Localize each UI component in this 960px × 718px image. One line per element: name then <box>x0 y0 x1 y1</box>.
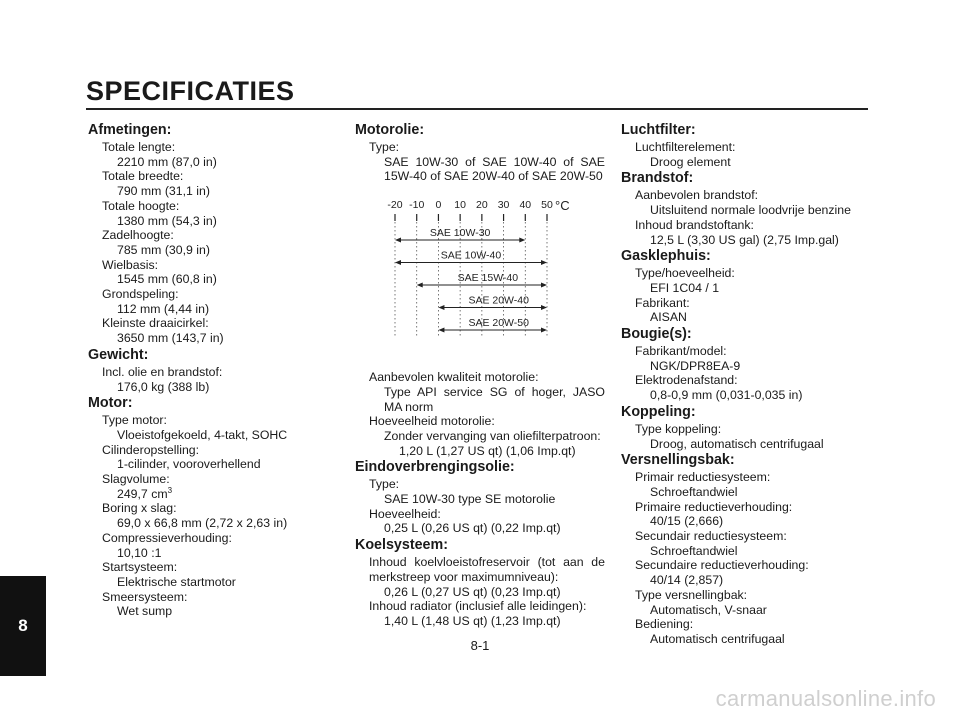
spec-text: Inhoud radiator (inclusief alle leidingen): <box>369 599 587 614</box>
section-heading: Eindoverbrengingsolie: <box>355 459 515 476</box>
spec-text: 0,25 L (0,26 US qt) (0,22 Imp.qt) <box>384 521 561 536</box>
section-heading: Afmetingen: <box>88 122 172 138</box>
range-arrow-left <box>438 305 444 310</box>
spec-text: Hoeveelheid motorolie: <box>369 414 495 429</box>
superscript: 3 <box>167 485 173 495</box>
spec-value <box>88 302 338 317</box>
spec-value <box>355 521 605 536</box>
section-heading: Bougie(s): <box>621 326 692 343</box>
spec-text: Type motor: <box>102 413 167 428</box>
spec-text: Uitsluitend normale loodvrije benzine <box>650 203 851 218</box>
spec-text: 176,0 kg (388 lb) <box>117 379 210 394</box>
spec-text: Zadelhoogte: <box>102 228 174 243</box>
spec-value <box>621 544 871 559</box>
range-arrow-left <box>395 260 401 265</box>
tick-label: 30 <box>497 199 510 212</box>
spec-value <box>355 385 605 414</box>
spec-value <box>88 155 338 170</box>
spec-label <box>621 500 871 515</box>
spec-text: Luchtfilterelement: <box>635 140 736 154</box>
spec-text: AISAN <box>650 310 687 325</box>
spec-value <box>621 155 871 170</box>
spec-text: Zonder vervanging van oliefilterpatroon: <box>384 428 601 443</box>
spec-label <box>621 529 871 544</box>
spec-value <box>355 614 605 629</box>
spec-text: Droog element <box>650 154 731 169</box>
spec-label <box>88 199 338 214</box>
spec-text: NGK/DPR8EA-9 <box>650 358 741 373</box>
spec-label <box>88 316 338 331</box>
watermark: carmanualsonline.info <box>715 686 936 711</box>
spec-text: Automatisch, V-snaar <box>650 602 767 617</box>
spec-text: Elektrische startmotor <box>117 574 236 589</box>
spec-text: 1545 mm (60,8 in) <box>117 272 217 287</box>
spec-text: Aanbevolen kwaliteit motorolie: <box>369 370 539 385</box>
spec-value <box>621 388 871 403</box>
section-heading: Gewicht: <box>88 346 149 363</box>
spec-value <box>88 604 338 619</box>
spec-text: Schroeftandwiel <box>650 484 738 499</box>
spec-label <box>88 443 338 458</box>
section-heading: Koelsysteem: <box>355 537 448 554</box>
spec-text: Incl. olie en brandstof: <box>102 364 223 379</box>
tick-label: -10 <box>409 199 425 212</box>
spec-label <box>621 617 871 632</box>
spec-text: 1,40 L (1,48 US qt) (1,23 Imp.qt) <box>384 613 561 628</box>
spec-value <box>88 516 338 531</box>
spec-text: Hoeveelheid: <box>369 506 441 521</box>
spec-text: Totale hoogte: <box>102 198 180 213</box>
tick-label: 40 <box>519 199 532 212</box>
series-label: SAE 20W-40 <box>468 294 529 307</box>
column-3 <box>621 121 871 647</box>
spec-text: Wielbasis: <box>102 257 159 272</box>
spec-text: Secundaire reductieverhouding: <box>635 558 809 573</box>
spec-text: Inhoud brandstoftank: <box>635 217 754 232</box>
title-rule <box>86 108 868 110</box>
spec-label <box>355 599 605 614</box>
spec-label <box>88 560 338 575</box>
spec-text: 0,26 L (0,27 US qt) (0,23 Imp.qt) <box>384 584 561 599</box>
chapter-number: 8 <box>18 616 28 635</box>
spec-value <box>88 243 338 258</box>
oil-temperature-chart <box>355 186 605 354</box>
range-arrow-left <box>417 283 423 288</box>
section-heading: Motor: <box>88 395 133 412</box>
spec-label <box>621 266 871 281</box>
spec-value <box>621 437 871 452</box>
spec-text: Primair reductiesysteem: <box>635 470 771 485</box>
spec-value <box>88 575 338 590</box>
spec-value <box>621 359 871 374</box>
oil-temperature-chart-svg <box>355 186 605 354</box>
spec-text: 1-cilinder, vooroverhellend <box>117 457 261 472</box>
spec-text: Type API service SG of hoger, JASO MA norm <box>384 384 605 414</box>
section-heading: Koppeling: <box>621 403 696 420</box>
spec-text: 40/14 (2,857) <box>650 573 724 588</box>
range-arrow-right <box>541 283 547 288</box>
spec-value <box>621 203 871 218</box>
spec-text: 790 mm (31,1 in) <box>117 184 210 199</box>
motor-oil-section <box>355 122 605 184</box>
spec-text: Secundair reductiesysteem: <box>635 529 787 544</box>
spec-text: Fabrikant: <box>635 295 690 310</box>
spec-text: Automatisch centrifugaal <box>650 631 785 646</box>
page-title: SPECIFICATIES <box>86 76 295 106</box>
spec-text: 112 mm (4,44 in) <box>117 301 210 316</box>
range-arrow-right <box>541 305 547 310</box>
spec-text: 1,20 L (1,27 US qt) (1,06 Imp.qt) <box>399 443 576 458</box>
spec-label <box>621 558 871 573</box>
spec-text: 69,0 x 66,8 mm (2,72 x 2,63 in) <box>117 516 288 531</box>
spec-text: 10,10 :1 <box>117 545 162 560</box>
tick-label: -20 <box>387 199 403 212</box>
series-label: SAE 10W-40 <box>440 249 502 262</box>
spec-value <box>621 514 871 529</box>
spec-text: 12,5 L (3,30 US gal) (2,75 Imp.gal) <box>650 232 839 247</box>
spec-label <box>621 188 871 203</box>
tick-label: 10 <box>454 199 466 212</box>
spec-text: 2210 mm (87,0 in) <box>117 154 217 169</box>
spec-text: Aanbevolen brandstof: <box>635 188 759 203</box>
spec-text: Grondspeling: <box>102 287 179 302</box>
spec-value <box>88 457 338 472</box>
spec-text: Totale breedte: <box>102 169 184 184</box>
spec-value <box>88 546 338 561</box>
column-2 <box>355 121 605 629</box>
spec-label <box>88 365 338 380</box>
section-heading: Luchtfilter: <box>621 122 696 138</box>
spec-text: Type/hoeveelheid: <box>635 266 735 281</box>
spec-text: Startsysteem: <box>102 560 178 575</box>
series-label: SAE 15W-40 <box>457 272 519 285</box>
spec-value <box>621 573 871 588</box>
spec-value <box>88 214 338 229</box>
spec-label <box>621 422 871 437</box>
spec-value <box>355 155 605 184</box>
spec-value <box>88 487 338 502</box>
spec-label <box>88 501 338 516</box>
range-arrow-left <box>395 238 401 243</box>
spec-label <box>621 588 871 603</box>
spec-text: Type versnellingbak: <box>635 587 748 602</box>
spec-value <box>621 485 871 500</box>
section-heading: Gasklephuis: <box>621 248 711 265</box>
spec-text: Type: <box>369 140 400 154</box>
column-1 <box>88 121 338 619</box>
spec-text: Slagvolume: <box>102 472 170 487</box>
spec-label <box>88 472 338 487</box>
spec-text: Totale lengte: <box>102 140 176 154</box>
spec-text: Boring x slag: <box>102 501 177 516</box>
spec-text: Type koppeling: <box>635 421 722 436</box>
range-arrow-right <box>541 260 547 265</box>
spec-label <box>621 470 871 485</box>
spec-label <box>355 140 605 155</box>
series-label: SAE 10W-30 <box>429 227 491 240</box>
tick-label: 0 <box>435 199 442 212</box>
spec-label <box>88 413 338 428</box>
spec-label <box>355 555 605 584</box>
spec-text: SAE 10W-30 of SAE 10W-40 of SAE 15W-40 of SAE 20W-40 of SAE 20W-50 <box>384 154 605 184</box>
spec-label <box>355 477 605 492</box>
spec-text: EFI 1C04 / 1 <box>650 280 720 295</box>
page-number: 8-1 <box>470 638 490 653</box>
spec-value <box>621 310 871 325</box>
spec-text: Fabrikant/model: <box>635 344 727 359</box>
spec-text: 40/15 (2,666) <box>650 514 724 529</box>
spec-value <box>355 492 605 507</box>
spec-text: SAE 10W-30 type SE motorolie <box>384 492 556 507</box>
spec-label <box>355 507 605 522</box>
range-arrow-right <box>541 328 547 333</box>
section-heading: Versnellingsbak: <box>621 452 735 469</box>
spec-text: Vloeistofgekoeld, 4-takt, SOHC <box>117 427 288 442</box>
spec-value <box>88 380 338 395</box>
oil-details-section <box>355 370 605 629</box>
range-arrow-right <box>519 238 525 243</box>
spec-label <box>355 370 605 385</box>
spec-label <box>621 373 871 388</box>
series-label: SAE 20W-50 <box>468 317 529 330</box>
spec-label <box>621 296 871 311</box>
spec-text: Cilinderopstelling: <box>102 442 200 457</box>
spec-value <box>621 603 871 618</box>
spec-label <box>355 414 605 429</box>
tick-label: 20 <box>476 199 488 212</box>
spec-label <box>621 140 871 155</box>
spec-label <box>88 531 338 546</box>
spec-value <box>355 444 605 459</box>
spec-label <box>88 140 338 155</box>
tick-label: 50 <box>541 199 553 212</box>
spec-text: 0,8-0,9 mm (0,031-0,035 in) <box>650 388 803 403</box>
spec-text: Schroeftandwiel <box>650 543 738 558</box>
section-heading: Motorolie: <box>355 122 425 138</box>
spec-label <box>621 218 871 233</box>
spec-text: 3650 mm (143,7 in) <box>117 331 224 346</box>
spec-value <box>355 585 605 600</box>
spec-text: Elektrodenafstand: <box>635 373 738 388</box>
spec-label <box>88 590 338 605</box>
spec-text: Type: <box>369 477 400 492</box>
spec-label <box>88 228 338 243</box>
spec-text: Kleinste draaicirkel: <box>102 316 209 331</box>
spec-value <box>88 272 338 287</box>
spec-label <box>88 258 338 273</box>
spec-label <box>621 344 871 359</box>
spec-text: 249,7 cm <box>117 486 168 501</box>
spec-value <box>621 281 871 296</box>
spec-value <box>88 428 338 443</box>
spec-label <box>88 169 338 184</box>
spec-text: 1380 mm (54,3 in) <box>117 213 217 228</box>
spec-text: Wet sump <box>117 604 173 619</box>
spec-value <box>355 429 605 444</box>
spec-text: Bediening: <box>635 617 694 632</box>
spec-text: Droog, automatisch centrifugaal <box>650 436 824 451</box>
unit-label: °C <box>555 198 570 214</box>
spec-text: 785 mm (30,9 in) <box>117 242 210 257</box>
spec-text: Primaire reductieverhouding: <box>635 499 793 514</box>
section-heading: Brandstof: <box>621 170 694 187</box>
spec-value <box>88 331 338 346</box>
spec-value <box>621 233 871 248</box>
spec-text: Inhoud koelvloeistofreservoir (tot aan de merkstreep voor maximumniveau): <box>369 555 605 584</box>
spec-text: Compressieverhouding: <box>102 530 232 545</box>
spec-label <box>88 287 338 302</box>
spec-value <box>88 184 338 199</box>
range-arrow-left <box>438 328 444 333</box>
spec-text: Smeersysteem: <box>102 589 188 604</box>
